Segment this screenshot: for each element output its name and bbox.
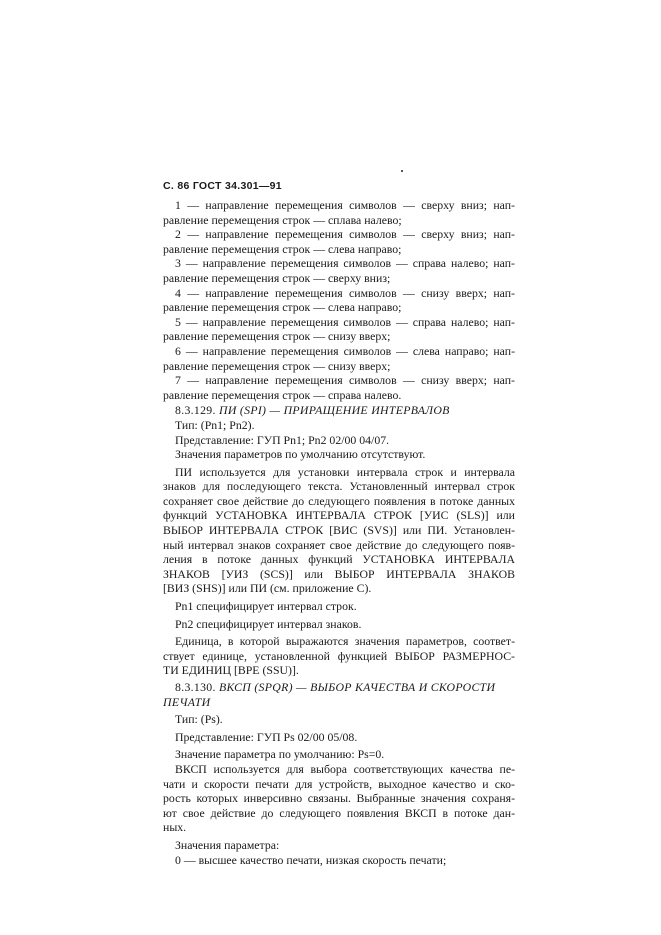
section-129-type: Тип: (Pn1; Pn2).: [175, 417, 255, 432]
section-130-representation: Представление: ГУП Ps 02/00 05/08.: [175, 729, 358, 744]
s129-desc-line: ления в потоке данных функций УСТАНОВКА ИНТЕРВАЛА: [163, 552, 515, 567]
directions-list: [163, 198, 515, 402]
section-129-pn2: Pn2 специфицирует интервал знаков.: [175, 616, 362, 631]
direction-5-line-2: равление перемещения строк — снизу вверх;: [163, 329, 391, 344]
s129-desc-line: сохраняет свое действие до следующего появления в потоке данных: [163, 493, 515, 508]
section-130-type: Тип: (Ps).: [175, 712, 223, 727]
s129-unit-line: ТИ ЕДИНИЦ [ВРЕ (SSU)].: [163, 663, 299, 678]
page-header: С. 86 ГОСТ 34.301—91: [163, 180, 282, 192]
direction-6-line-2: равление перемещения строк — снизу вверх;: [163, 358, 391, 373]
direction-7-line-1: 7 — направление перемещения символов — снизу вверх; нап-: [175, 373, 515, 388]
section-129-pn1: Pn1 специфицирует интервал строк.: [175, 599, 357, 614]
s129-desc-line: [ВИЗ (SHS)] или ПИ (см. приложение С).: [163, 581, 372, 596]
s130-desc-line: рость которых инверсивно связаны. Выбранные значения сохраня-: [163, 791, 515, 806]
speck-mark: [401, 170, 403, 172]
s129-unit-line: ствует единице, установленной функцией ВЫБОР РАЗМЕРНОС-: [163, 648, 515, 663]
s129-desc-line: функций УСТАНОВКА ИНТЕРВАЛА СТРОК [УИС (SLS)] или: [163, 508, 515, 523]
page-body: [163, 198, 515, 867]
s130-desc-line: ют свое действие до следующего появления ВКСП в потоке дан-: [163, 805, 515, 820]
section-130-title-line-2: ПЕЧАТИ: [163, 694, 211, 709]
direction-2-line-2: равление перемещения строк — слева направо;: [163, 241, 402, 256]
section-129-representation: Представление: ГУП Pn1; Pn2 02/00 04/07.: [175, 432, 390, 447]
s129-desc-line: ВЫБОР ИНТЕРВАЛА СТРОК [ВИС (SVS)] или ПИ. Установлен-: [163, 523, 515, 538]
direction-2-line-1: 2 — направление перемещения символов — сверху вниз; нап-: [175, 227, 515, 242]
direction-4-line-2: равление перемещения строк — слева направо;: [163, 300, 402, 315]
s130-desc-line: чати и скорости печати для устройств, выходное качество и ско-: [163, 776, 515, 791]
direction-7-line-2: равление перемещения строк — справа налево.: [163, 387, 402, 402]
section-129-unit: [163, 634, 515, 678]
direction-4-line-1: 4 — направление перемещения символов — снизу вверх; нап-: [175, 285, 515, 300]
section-130-title-line-1: ВКСП (SPQR) — ВЫБОР КАЧЕСТВА И СКОРОСТИ: [219, 680, 496, 694]
direction-3-line-1: 3 — направление перемещения символов — справа налево; нап-: [175, 256, 515, 271]
section-129-title: ПИ (SPI) — ПРИРАЩЕНИЕ ИНТЕРВАЛОВ: [219, 403, 450, 418]
s129-desc-line: ный интервал знаков сохраняет свое действие до следующего появ-: [163, 537, 515, 552]
s129-unit-line: Единица, в которой выражаются значения параметров, соответ-: [175, 634, 515, 649]
s129-desc-line: ЗНАКОВ [УИЗ (SCS)] или ВЫБОР ИНТЕРВАЛА ЗНАКОВ: [163, 566, 515, 581]
section-129-heading: [163, 403, 515, 418]
direction-1-line-1: 1 — направление перемещения символов — сверху вниз; нап-: [175, 198, 515, 212]
s129-desc-line: знаков для последующего текста. Установленный интервал строк: [163, 479, 515, 494]
s130-desc-line: ных.: [163, 820, 187, 835]
direction-1-line-2: равление перемещения строк — сплава налево;: [163, 212, 402, 227]
section-130-description: [163, 762, 515, 835]
section-130-number: 8.3.130.: [175, 680, 216, 694]
section-130-default: Значение параметра по умолчанию: Ps=0.: [175, 747, 385, 762]
section-129-default: Значения параметров по умолчанию отсутствуют.: [175, 447, 426, 462]
direction-5-line-1: 5 — направление перемещения символов — справа налево; нап-: [175, 314, 515, 329]
direction-3-line-2: равление перемещения строк — сверху вниз;: [163, 270, 391, 285]
section-129-description: [163, 465, 515, 596]
s130-desc-line: ВКСП используется для выбора соответствующих качества пе-: [175, 761, 515, 776]
s129-desc-line: ПИ используется для установки интервала строк и интервала: [175, 464, 515, 479]
section-130-value-0: 0 — высшее качество печати, низкая скорость печати;: [175, 852, 447, 867]
section-129-number: 8.3.129.: [175, 403, 216, 418]
section-130-heading: [163, 680, 515, 695]
section-130-values-label: Значения параметра:: [175, 837, 280, 852]
direction-6-line-1: 6 — направление перемещения символов — слева направо; нап-: [175, 343, 515, 358]
